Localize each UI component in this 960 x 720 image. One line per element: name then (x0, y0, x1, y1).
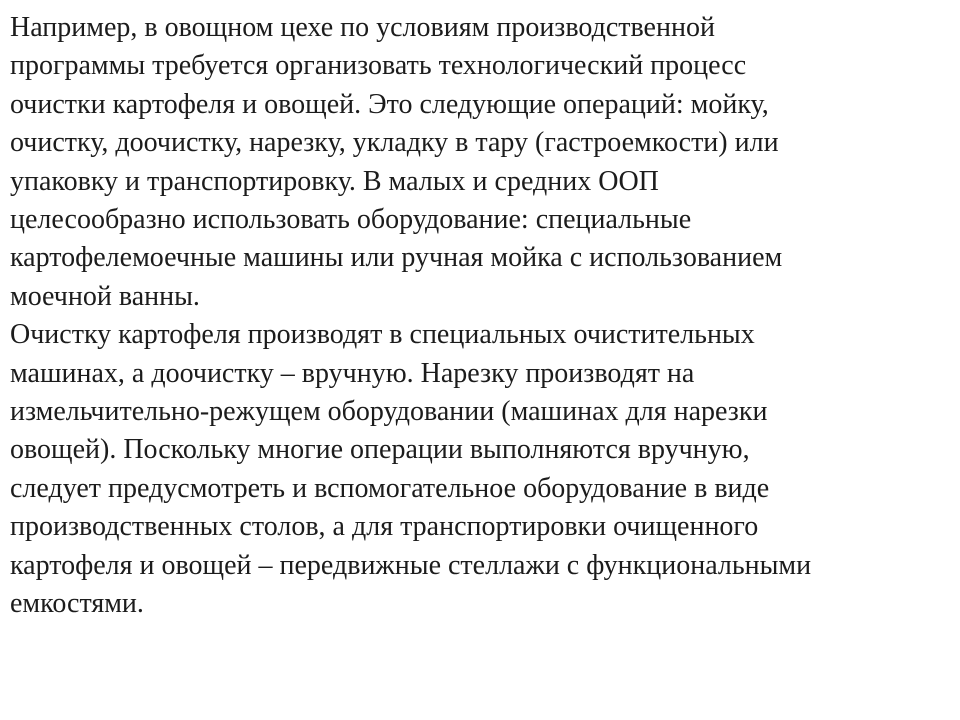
text-line: очистку, доочистку, нарезку, укладку в тару (гастроемкости) или (10, 127, 779, 159)
text-line: целесообразно использовать оборудование: специальные (10, 204, 692, 236)
text-line: Например, в овощном цехе по условиям производственной (10, 12, 715, 43)
text-line: моечной ванны. (10, 280, 200, 312)
text-line: следует предусмотреть и вспомогательное оборудование в виде (10, 472, 770, 504)
text-line: емкостями. (10, 588, 144, 620)
text-line: программы требуется организовать технологический процесс (10, 50, 747, 82)
body-text (10, 9, 955, 624)
text-line: овощей). Поскольку многие операции выполняются вручную, (10, 434, 750, 466)
text-line: производственных столов, а для транспортировки очищенного (10, 511, 759, 543)
text-line: картофеля и овощей – передвижные стеллажи с функциональными (10, 549, 812, 581)
text-line: очистки картофеля и овощей. Это следующие операций: мойку, (10, 88, 769, 120)
paragraph-1 (10, 9, 955, 316)
text-line: картофелемоечные машины или ручная мойка с использованием (10, 242, 783, 274)
text-line: машинах, а доочистку – вручную. Нарезку производят на (10, 357, 695, 389)
text-line: Очистку картофеля производят в специальных очистительных (10, 319, 755, 351)
paragraph-2 (10, 316, 955, 623)
text-line: упаковку и транспортировку. В малых и средних ООП (10, 165, 659, 197)
text-line: измельчительно-режущем оборудовании (машинах для нарезки (10, 396, 768, 428)
